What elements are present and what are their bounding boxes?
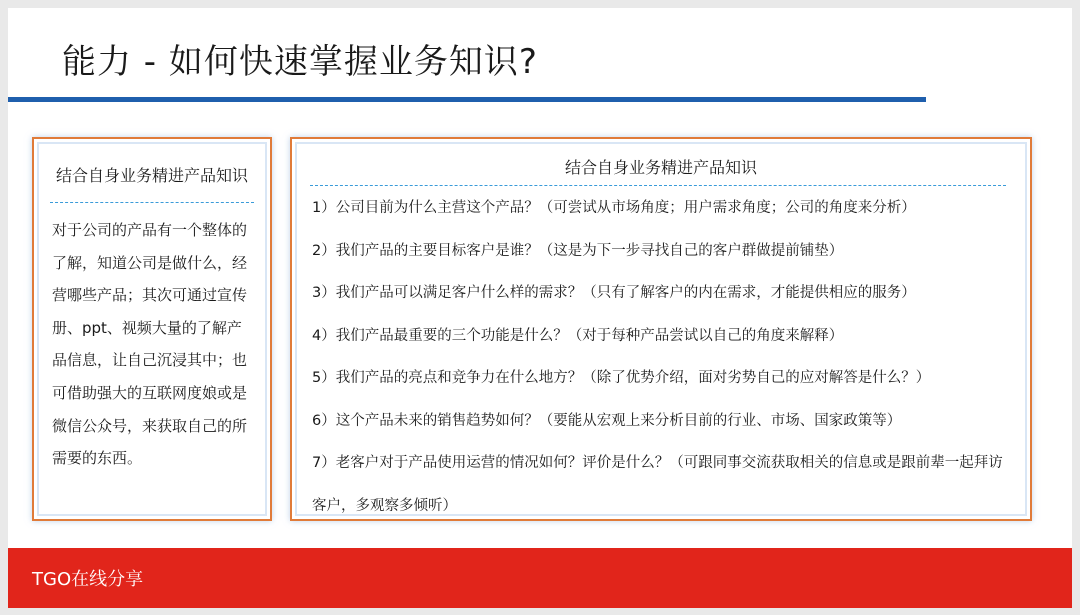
question-item-4: 4）我们产品最重要的三个功能是什么？（对于每种产品尝试以自己的角度来解释） bbox=[312, 327, 844, 344]
slide bbox=[8, 8, 1072, 608]
summary-box bbox=[32, 137, 272, 521]
question-item-7: 7）老客户对于产品使用运营的情况如何？评价是什么？（可跟同事交流获取相关的信息或是跟前辈一起拜访客户，多观察多倾听） bbox=[312, 455, 1003, 514]
question-item-1: 1）公司目前为什么主营这个产品？（可尝试从市场角度；用户需求角度；公司的角度来分析） bbox=[312, 200, 916, 216]
question-item-5: 5）我们产品的亮点和竞争力在什么地方？（除了优势介绍，面对劣势自己的应对解答是什么？） bbox=[312, 370, 931, 386]
question-list bbox=[312, 187, 1012, 528]
question-item-6: 6）这个产品未来的销售趋势如何？（要能从宏观上来分析目前的行业、市场、国家政策等） bbox=[312, 412, 902, 429]
title-underline bbox=[8, 97, 926, 102]
footer-bar bbox=[8, 548, 1072, 608]
question-item-2: 2）我们产品的主要目标客户是谁？（这是为下一步寻找自己的客户群做提前铺垫） bbox=[312, 242, 844, 259]
summary-box-divider bbox=[50, 202, 254, 203]
page-title: 能力 - 如何快速掌握业务知识? bbox=[62, 42, 538, 82]
summary-box-text: 对于公司的产品有一个整体的了解，知道公司是做什么，经营哪些产品；其次可通过宣传册、ppt、视频大量的了解产品信息，让自己沉浸其中；也可借助强大的互联网度娘或是微信公众号，来获取自己的所需要的东西。 bbox=[52, 221, 248, 468]
question-item-3: 3）我们产品可以满足客户什么样的需求？（只有了解客户的内在需求，才能提供相应的服务） bbox=[312, 285, 916, 301]
questions-box-divider bbox=[310, 185, 1006, 186]
questions-box bbox=[290, 137, 1032, 521]
summary-box-heading: 结合自身业务精进产品知识 bbox=[55, 166, 248, 185]
footer-label: TGO在线分享 bbox=[32, 569, 144, 590]
questions-box-heading: 结合自身业务精进产品知识 bbox=[564, 158, 757, 177]
